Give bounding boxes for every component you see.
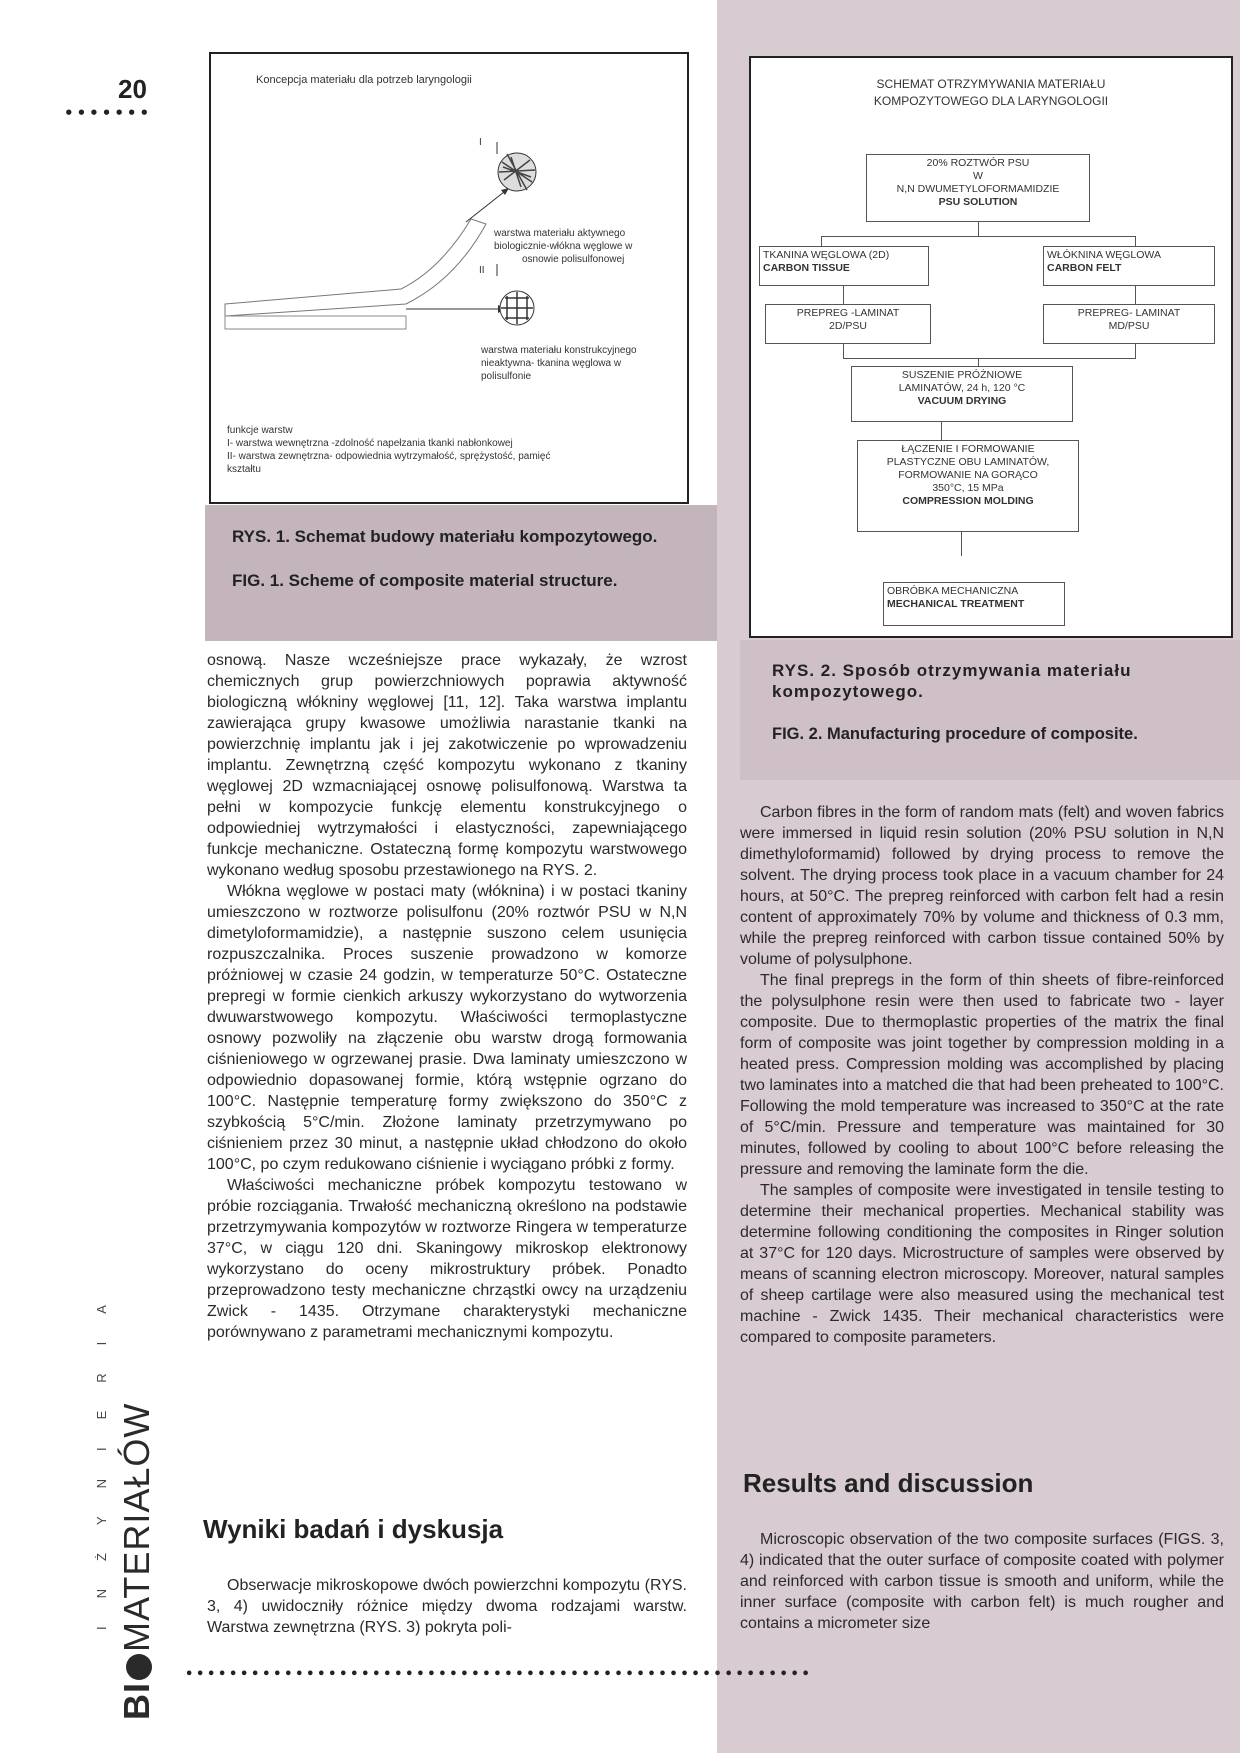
fig2-title: SCHEMAT OTRZYMYWANIA MATERIAŁU KOMPOZYTOWEGO DLA LARYNGOLOGII [873,77,1109,108]
fig1-title: Koncepcja materiału dla potrzeb laryngologii [256,74,472,86]
flow-vacuum-drying: SUSZENIE PRÓŻNIOWE LAMINATÓW, 24 h, 120 °C VACUUM DRYING [851,366,1073,422]
right-column-text [740,802,1224,1348]
flow-compression-molding: ŁĄCZENIE I FORMOWANIE PLASTYCZNE OBU LAMINATÓW, FORMOWANIE NA GORĄCO 350°C, 15 MPa COMPRESSION MOLDING [857,440,1079,532]
logo-o-icon [126,1654,152,1680]
bottom-dots-rule: ••••••••••••••••••••••••••••••••••••••••••••••••••••••••• [185,1667,813,1682]
left-column-continuation [207,1575,687,1638]
right-column-continuation [740,1529,1224,1634]
paragraph: Włókna węglowe w postaci maty (włóknina) i w postaci tkaniny umieszczono w roztworze polisulfonu (20% roztwór PSU w N,N dimetyloformamidzie), a następnie suszono celem usunięcia rozpuszczalnika. Proces suszenie prowadzono w komorze próżniowej w czasie 24 godzin, w temperaturze 50°C. Ostateczne prepregi w formie cienkich arkuszy wykorzystano do wytworzenia dwuwarstwowego kompozytu. Właściwości termoplastyczne osnowy pozwoliły na złączenie obu warstw drogą formowania ciśnieniowego w ogrzewanej prasie. Dwa laminaty umieszczono w odpowiednio dopasowanej formie, którą wstępnie ogrzano do 100°C. Następnie temperaturę formy zwiększono do 350°C z szybkością 5°C/min. Złożone laminaty przetrzymywano po ciśnieniem przez 30 minut, a następnie układ chłodzono do około 100°C, po czym redukowano ciśnienie i wyciągano próbki z formy. [207,883,687,1173]
fig1-marker-1: I [479,137,482,148]
fig2-caption-en: FIG. 2. Manufacturing procedure of composite. [772,725,1138,743]
paragraph: Właściwości mechaniczne próbek kompozytu testowano w próbie rozciągania. Trwałość mechaniczną określono na podstawie przetrzymywania kompozytów w roztworze Ringera w temperaturze 37°C, w ciągu 120 dni. Skaningowy mikroskop elektronowy wykorzystano do oceny mikrostruktury próbek. Ponadto przeprowadzono testy mechaniczne chrząstki owcy na urządzeniu Zwick - 1435. Otrzymane charakterystyki mechaniczne porównywano z parametrami mechanicznymi kompozytu. [207,1177,687,1341]
section-heading-en: Results and discussion [743,1468,1034,1498]
paragraph: Carbon fibres in the form of random mats (felt) and woven fabrics were immersed in liquid resin solution (20% PSU solution in N,N dimethyloformamid) followed by drying process to remove the solvent. The drying process took place in a vacuum chamber for 24 hours, at 50°C. The prepreg reinforced with carbon felt had a resin content of approximately 70% by volume and thickness of 0.3 mm, while the prepreg reinforced with carbon tissue contained 50% by volume of polysulphone. [740,804,1224,968]
flow-carbon-tissue: TKANINA WĘGLOWA (2D) CARBON TISSUE [759,246,929,286]
journal-logo [94,1277,158,1720]
paragraph: The final prepregs in the form of thin sheets of fibre-reinforced the polysulphone resin were then used to fabricate two - layer composite. Due to thermoplastic properties of the matrix the final form of composite was joint together by compression molding in a heated press. Compression molding was accomplished by placing two laminates into a matched die that had been preheated to 100°C. Following the mold temperature was increased to 350°C at the rate of 5°C/min. Pressure and temperature was maintained for 30 minutes, followed by cooling to about 100°C before releasing the pressure and removing the laminate form the die. [740,972,1224,1178]
paragraph: Obserwacje mikroskopowe dwóch powierzchni kompozytu (RYS. 3, 4) uwidoczniły różnice między dwoma rodzajami warstw. Warstwa zewnętrzna (RYS. 3) pokryta poli- [207,1577,687,1636]
paragraph: Microscopic observation of the two composite surfaces (FIGS. 3, 4) indicated that the outer surface of composite coated with polymer and reinforced with carbon tissue is smooth and uniform, while the inner surface (composite with carbon felt) is much rougher and contains a micrometer size [740,1531,1224,1632]
figure-1 [209,52,689,504]
fig1-marker-2: II [479,265,485,276]
page-number-dots: ••••••• [64,104,153,122]
flow-mechanical-treatment: OBRÓBKA MECHANICZNA MECHANICAL TREATMENT [883,582,1065,626]
logo-main-text: MATERIAŁÓW [116,1402,157,1652]
paragraph: The samples of composite were investigated in tensile testing to determine their mechanical properties. Mechanical stability was determine following conditioning the composites in Ringer solution at 37°C for 120 days. Microstructure of samples were observed by means of scanning electron microscopy. Moreover, natural samples of sheep cartilage were also measured using the mechanical test machine - Zwick 1435. Their mechanical characteristics were compared to composite parameters. [740,1182,1224,1346]
fig1-caption-en: FIG. 1. Scheme of composite material structure. [232,571,618,590]
flow-psu-solution: 20% ROZTWÓR PSU W N,N DWUMETYLOFORMAMIDZIE PSU SOLUTION [866,154,1090,222]
flow-carbon-felt: WŁÓKNINA WĘGLOWA CARBON FELT [1043,246,1215,286]
page-number: 20 [118,74,147,104]
paragraph: osnową. Nasze wcześniejsze prace wykazały, że wzrost chemicznych grup powierzchniowych poprawia aktywność biologiczną włókniny węglowej [11, 12]. Taka warstwa implantu zawierająca grupy kwasowe umożliwia narastanie tkanki na powierzchnię implantu jak i jej zakotwiczenie po wprowadzeniu implantu. Zewnętrzną część kompozytu wykonano z tkaniny węglowej 2D wzmacniającej osnowę polisulfonową. Warstwa ta pełni w kompozycie funkcję elementu konstrukcyjnego o odpowiedniej wytrzymałości i elastyczności, zapewniającego funkcje mechaniczne. Ostateczną formę kompozytu warstwowego wykonano według sposobu przestawionego na RYS. 2. [207,652,687,879]
figure-2-flowchart [749,56,1233,638]
section-heading-pl: Wyniki badań i dyskusja [203,1514,504,1544]
flow-prepreg-2d: PREPREG -LAMINAT 2D/PSU [765,304,931,344]
fig1-label-structural: warstwa materiału konstrukcyjnego nieaktywna- tkanina węglowa w polisulfonie [481,345,637,382]
logo-prefix: BI [116,1682,157,1720]
fig1-layer-functions: funkcje warstw I- warstwa wewnętrzna -zdolność napełzania tkanki nabłonkowej II- warstwa zewnętrzna- odpowiednia wytrzymałość, sprężystość, pamięć kształtu [227,425,551,475]
fig1-caption-pl: RYS. 1. Schemat budowy materiału kompozytowego. [232,527,658,546]
fig2-caption-pl: RYS. 2. Sposób otrzymywania materiału kompozytowego. [772,661,1132,701]
left-column-text [207,650,687,1343]
logo-subtitle: INŻYNIERIA [94,1277,109,1630]
fig1-label-active: warstwa materiału aktywnego biologicznie-włókna węglowe w osnowie polisulfonowej [494,228,633,265]
flow-prepreg-md: PREPREG- LAMINAT MD/PSU [1043,304,1215,344]
